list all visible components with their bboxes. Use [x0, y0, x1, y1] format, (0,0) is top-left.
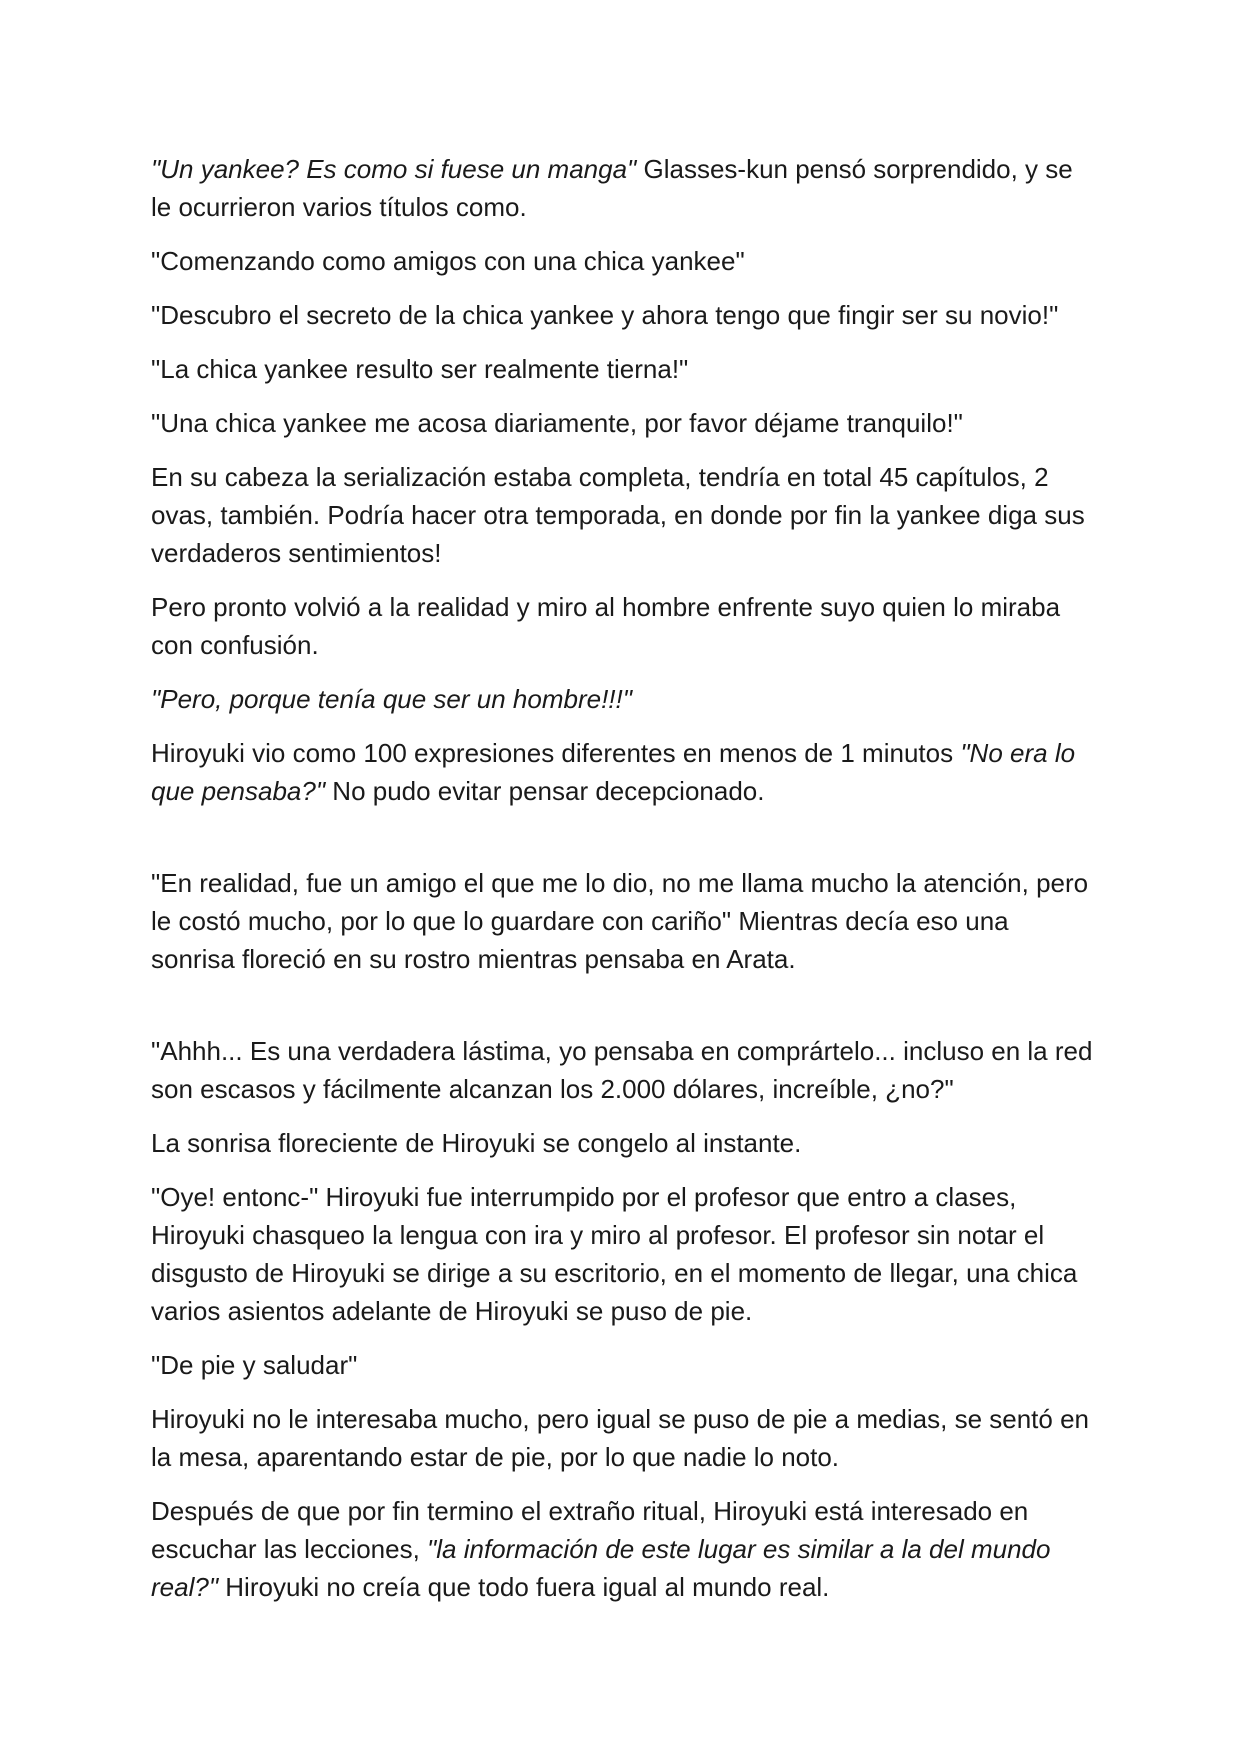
italic-thought: "No era lo que pensaba?": [151, 738, 1076, 806]
paragraph: [151, 1032, 1097, 1108]
paragraph: [151, 296, 1097, 334]
paragraph-text: "Una chica yankee me acosa diariamente, por favor déjame tranquilo!": [151, 408, 963, 438]
paragraph: [151, 864, 1097, 978]
paragraph: [151, 1492, 1097, 1606]
paragraph-text: En su cabeza la serialización estaba completa, tendría en total 45 capítulos, 2 ovas, también. Podría hacer otra temporada, en donde por fin la yankee diga sus verdaderos sentimientos!: [151, 462, 1085, 568]
paragraph-text: "De pie y saludar": [151, 1350, 358, 1380]
paragraph-text: No pudo evitar pensar decepcionado.: [325, 776, 765, 806]
paragraph: [151, 242, 1097, 280]
paragraph-text: La sonrisa floreciente de Hiroyuki se congelo al instante.: [151, 1128, 802, 1158]
paragraph-text: Hiroyuki no le interesaba mucho, pero igual se puso de pie a medias, se sentó en la mesa, aparentando estar de pie, por lo que nadie lo noto.: [151, 1404, 1090, 1472]
paragraph-text: "En realidad, fue un amigo el que me lo dio, no me llama mucho la atención, pero le costó mucho, por lo que lo guardare con cariño" Mientras decía eso una sonrisa floreció en su rostro mientras pensaba en Arata.: [151, 868, 1089, 974]
paragraph-text: "La chica yankee resulto ser realmente tierna!": [151, 354, 689, 384]
paragraph-text: "Descubro el secreto de la chica yankee y ahora tengo que fingir ser su novio!": [151, 300, 1059, 330]
paragraph-text: "Comenzando como amigos con una chica yankee": [151, 246, 745, 276]
italic-thought: "Un yankee? Es como si fuese un manga": [151, 154, 637, 184]
document-page: [151, 150, 1097, 1622]
paragraph-text: Pero pronto volvió a la realidad y miro al hombre enfrente suyo quien lo miraba con confusión.: [151, 592, 1061, 660]
paragraph-text: Glasses-kun pensó sorprendido, y se le ocurrieron varios títulos como.: [151, 154, 1073, 222]
paragraph: [151, 680, 1097, 718]
paragraph: [151, 1346, 1097, 1384]
paragraph-text: Después de que por fin termino el extraño ritual, Hiroyuki está interesado en escuchar las lecciones,: [151, 1496, 1029, 1564]
paragraph-text: "Ahhh... Es una verdadera lástima, yo pensaba en comprártelo... incluso en la red son escasos y fácilmente alcanzan los 2.000 dólares, increíble, ¿no?": [151, 1036, 1093, 1104]
italic-thought: "Pero, porque tenía que ser un hombre!!!": [151, 684, 632, 714]
paragraph: [151, 1124, 1097, 1162]
paragraph: [151, 458, 1097, 572]
paragraph-text: "Oye! entonc-" Hiroyuki fue interrumpido por el profesor que entro a clases, Hiroyuki chasqueo la lengua con ira y miro al profesor. El profesor sin notar el disgusto de Hiroyuki se dirige a su escritorio, en el momento de llegar, una chica varios asientos adelante de Hiroyuki se puso de pie.: [151, 1182, 1078, 1326]
paragraph: [151, 1400, 1097, 1476]
paragraph: [151, 150, 1097, 226]
italic-thought: "la información de este lugar es similar a la del mundo real?": [151, 1534, 1051, 1602]
paragraph: [151, 1178, 1097, 1330]
paragraph: [151, 588, 1097, 664]
paragraph-text: Hiroyuki no creía que todo fuera igual al mundo real.: [218, 1572, 830, 1602]
paragraph: [151, 404, 1097, 442]
paragraph: [151, 734, 1097, 810]
paragraph-text: Hiroyuki vio como 100 expresiones diferentes en menos de 1 minutos: [151, 738, 961, 768]
paragraph: [151, 350, 1097, 388]
